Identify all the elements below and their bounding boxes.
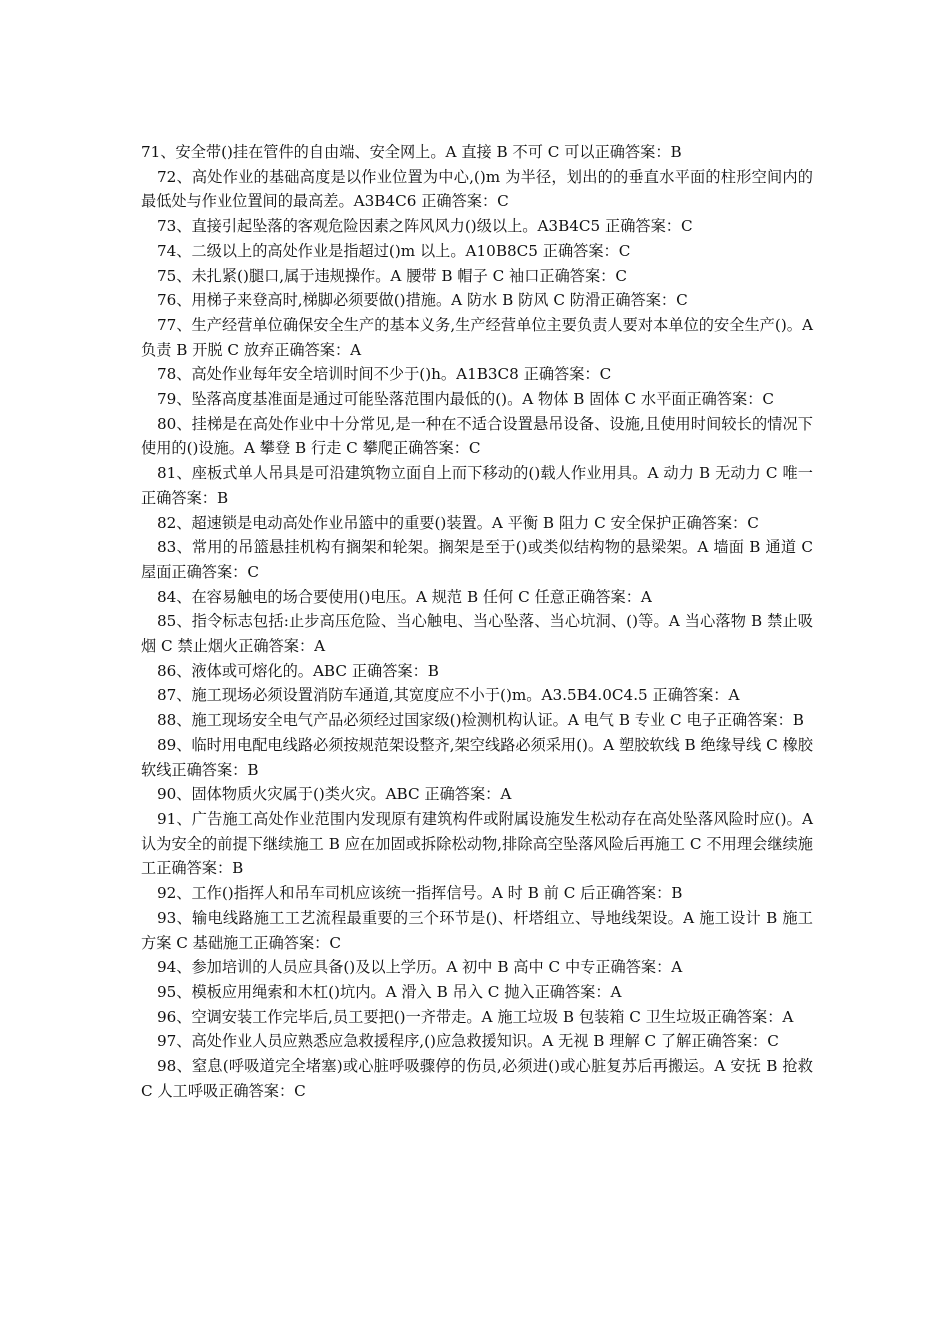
- question-94: 94、参加培训的人员应具备()及以上学历。A 初中 B 高中 C 中专正确答案：A: [156, 958, 683, 977]
- question-75: 75、未扎紧()腿口,属于违规操作。A 腰带 B 帽子 C 袖口正确答案：C: [156, 266, 627, 285]
- question-80: 80、挂梯是在高处作业中十分常见,是一种在不适合设置悬吊设备、设施,且使用时间较长的情况下使用的()设施。A 攀登 B 行走 C 攀爬正确答案：C: [141, 414, 813, 458]
- question-84: 84、在容易触电的场合要使用()电压。A 规范 B 任何 C 任意正确答案：A: [156, 587, 652, 606]
- question-89: 89、临时用电配电线路必须按规范架设整齐,架空线路必须采用()。A 塑胶软线 B 绝缘导线 C 橡胶软线正确答案：B: [141, 735, 813, 779]
- question-93: 93、输电线路施工工艺流程最重要的三个环节是()、杆塔组立、导地线架设。A 施工设计 B 施工方案 C 基础施工正确答案：C: [141, 908, 813, 952]
- question-76: 76、用梯子来登高时,梯脚必须要做()措施。A 防水 B 防风 C 防滑正确答案：C: [156, 291, 688, 310]
- question-77: 77、生产经营单位确保安全生产的基本义务,生产经营单位主要负责人要对本单位的安全生产()。A 负责 B 开脱 C 放弃正确答案：A: [141, 315, 813, 359]
- question-83: 83、常用的吊篮悬挂机构有搁架和轮架。搁架是至于()或类似结构物的悬梁架。A 墙面 B 通道 C 屋面正确答案：C: [141, 538, 813, 581]
- question-85: 85、指令标志包括:止步高压危险、当心触电、当心坠落、当心坑洞、()等。A 当心落物 B 禁止吸烟 C 禁止烟火正确答案：A: [141, 612, 813, 656]
- question-90: 90、固体物质火灾属于()类火灾。ABC 正确答案：A: [156, 785, 512, 804]
- question-71: 71、安全带()挂在管件的自由端、安全网上。A 直接 B 不可 C 可以正确答案：B: [141, 143, 682, 161]
- question-82: 82、超速锁是电动高处作业吊篮中的重要()装置。A 平衡 B 阻力 C 安全保护正确答案：C: [156, 513, 759, 532]
- question-78: 78、高处作业每年安全培训时间不少于()h。A1B3C8 正确答案：C: [156, 365, 612, 384]
- question-86: 86、液体或可熔化的。ABC 正确答案：B: [156, 661, 439, 680]
- question-74: 74、二级以上的高处作业是指超过()m 以上。A10B8C5 正确答案：C: [156, 241, 631, 260]
- question-79: 79、坠落高度基准面是通过可能坠落范围内最低的()。A 物体 B 固体 C 水平面正确答案：C: [156, 390, 775, 409]
- question-88: 88、施工现场安全电气产品必须经过国家级()检测机构认证。A 电气 B 专业 C 电子正确答案：B: [156, 711, 804, 730]
- question-98: 98、窒息(呼吸道完全堵塞)或心脏呼吸骤停的伤员,必须进()或心脏复苏后再搬运。A 安抚 B 抢救 C 人工呼吸正确答案：C: [141, 1057, 813, 1100]
- question-96: 96、空调安装工作完毕后,员工要把()一齐带走。A 施工垃圾 B 包装箱 C 卫生垃圾正确答案：A: [156, 1007, 794, 1026]
- question-91: 91、广告施工高处作业范围内发现原有建筑构件或附属设施发生松动存在高处坠落风险时应()。A 认为安全的前提下继续施工 B 应在加固或拆除松动物,排除高空坠落风险后再施工 C 不用理会继续施工正确答案：B: [141, 809, 813, 878]
- document-body: [141, 140, 813, 1103]
- question-95: 95、模板应用绳索和木杠()坑内。A 滑入 B 吊入 C 抛入正确答案：A: [156, 982, 622, 1001]
- question-97: 97、高处作业人员应熟悉应急救援程序,()应急救援知识。A 无视 B 理解 C 了解正确答案：C: [156, 1032, 779, 1051]
- question-87: 87、施工现场必须设置消防车通道,其宽度应不小于()m。A3.5B4.0C4.5 正确答案：A: [156, 686, 740, 705]
- question-81: 81、座板式单人吊具是可沿建筑物立面自上而下移动的()载人作业用具。A 动力 B 无动力 C 唯一正确答案：B: [141, 464, 813, 507]
- question-72: 72、高处作业的基础高度是以作业位置为中心,()m 为半径，划出的的垂直水平面的柱形空间内的最低处与作业位置间的最高差。A3B4C6 正确答案：C: [141, 167, 813, 211]
- question-92: 92、工作()指挥人和吊车司机应该统一指挥信号。A 时 B 前 C 后正确答案：B: [156, 884, 683, 903]
- question-73: 73、直接引起坠落的客观危险因素之阵风风力()级以上。A3B4C5 正确答案：C: [156, 217, 693, 236]
